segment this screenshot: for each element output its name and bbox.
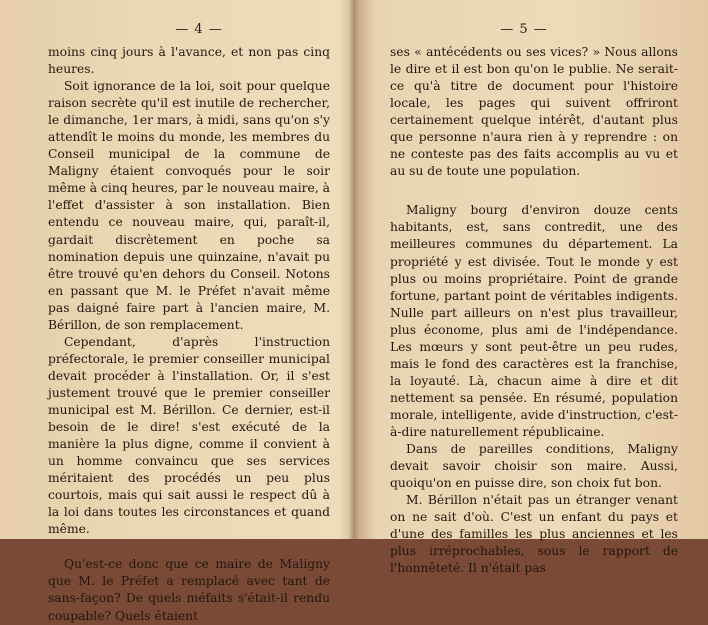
right-paragraph-1: ses « antécédents ou ses vices? » Nous allons le dire et il est bon qu'on le publie. Ne serait-ce qu'à titre de document pour l'histoire locale, les pages qui suivent offriront certainement quelque intérêt, d'autant plus que personne n'aura rien à y reprendre : on ne conteste pas des faits accomplis au vu et au su de toute une population. [390,45,678,179]
right-paragraph-3: Dans de pareilles conditions, Maligny devait savoir choisir son maire. Aussi, quoiqu'on en puisse dire, son choix fut bon. [390,442,678,491]
left-page-number: — 4 — [175,22,223,37]
right-page [356,0,708,576]
right-paragraph-2: Maligny bourg d'environ douze cents habitants, est, sans contredit, une des meilleures communes du département. La propriété y est divisée. Tout le monde y est plus ou moins propriétaire. Point de grande fortune, partant point de véritables indigents. Nulle part ailleurs on n'est plus travailleur, plus économe, plus ami de l'indépendance. Les mœurs y sont peut-être un peu rudes, mais le fond des caractères est la franchise, la loyauté. Là, chacun aime à dire et dit nettement sa pensée. En résumé, population morale, intelligente, avide d'instruction, c'est-à-dire naturellement républicaine. [390,203,678,439]
right-page-number: — 5 — [500,22,548,37]
left-paragraph-4: Qu'est-ce donc que ce maire de Maligny que M. le Préfet a remplacé avec tant de sans-façon? De quels méfaits s'était-il rendu coupable? Quels étaient [48,557,330,623]
left-paragraph-2: Soit ignorance de la loi, soit pour quelque raison secrète qu'il est inutile de rechercher, le dimanche, 1er mars, à midi, sans qu'on s'y attendît le moins du monde, les membres du Conseil municipal de la commune de Maligny étaient convoqués pour le soir même à cinq heures, par le nouveau maire, à l'effet d'assister à son installation. Bien entendu ce nouveau maire, qui, paraît-il, gardait discrètement en poche sa nomination depuis une quinzaine, n'avait pu être trouvé qu'en dehors du Conseil. Notons en passant que M. le Préfet n'avait même pas daigné faire part à l'ancien maire, M. Bérillon, de son remplacement. [48,79,330,332]
left-paragraph-1: moins cinq jours à l'avance, et non pas cinq heures. [48,45,330,77]
right-paragraph-4: M. Bérillon n'était pas un étranger venant on ne sait d'où. C'est un enfant du pays et d'une des familles les plus anciennes et les plus irréprochables, sous le rapport de l'honnêteté. Il n'était pas [390,493,678,576]
left-paragraph-3: Cependant, d'après l'instruction préfectorale, le premier conseiller municipal devait procéder à l'installation. Or, il s'est justement trouvé que le premier conseiller municipal est M. Bérillon. Ce dernier, est-il besoin de le dire! s'est exécuté de la manière la plus digne, comme il convient à un homme convaincu que ses services méritaient des procédés un peu plus courtois, mais qui sait aussi le respect dû à la loi dans toutes les circonstances et quand même. [48,334,330,537]
left-page [0,0,352,623]
